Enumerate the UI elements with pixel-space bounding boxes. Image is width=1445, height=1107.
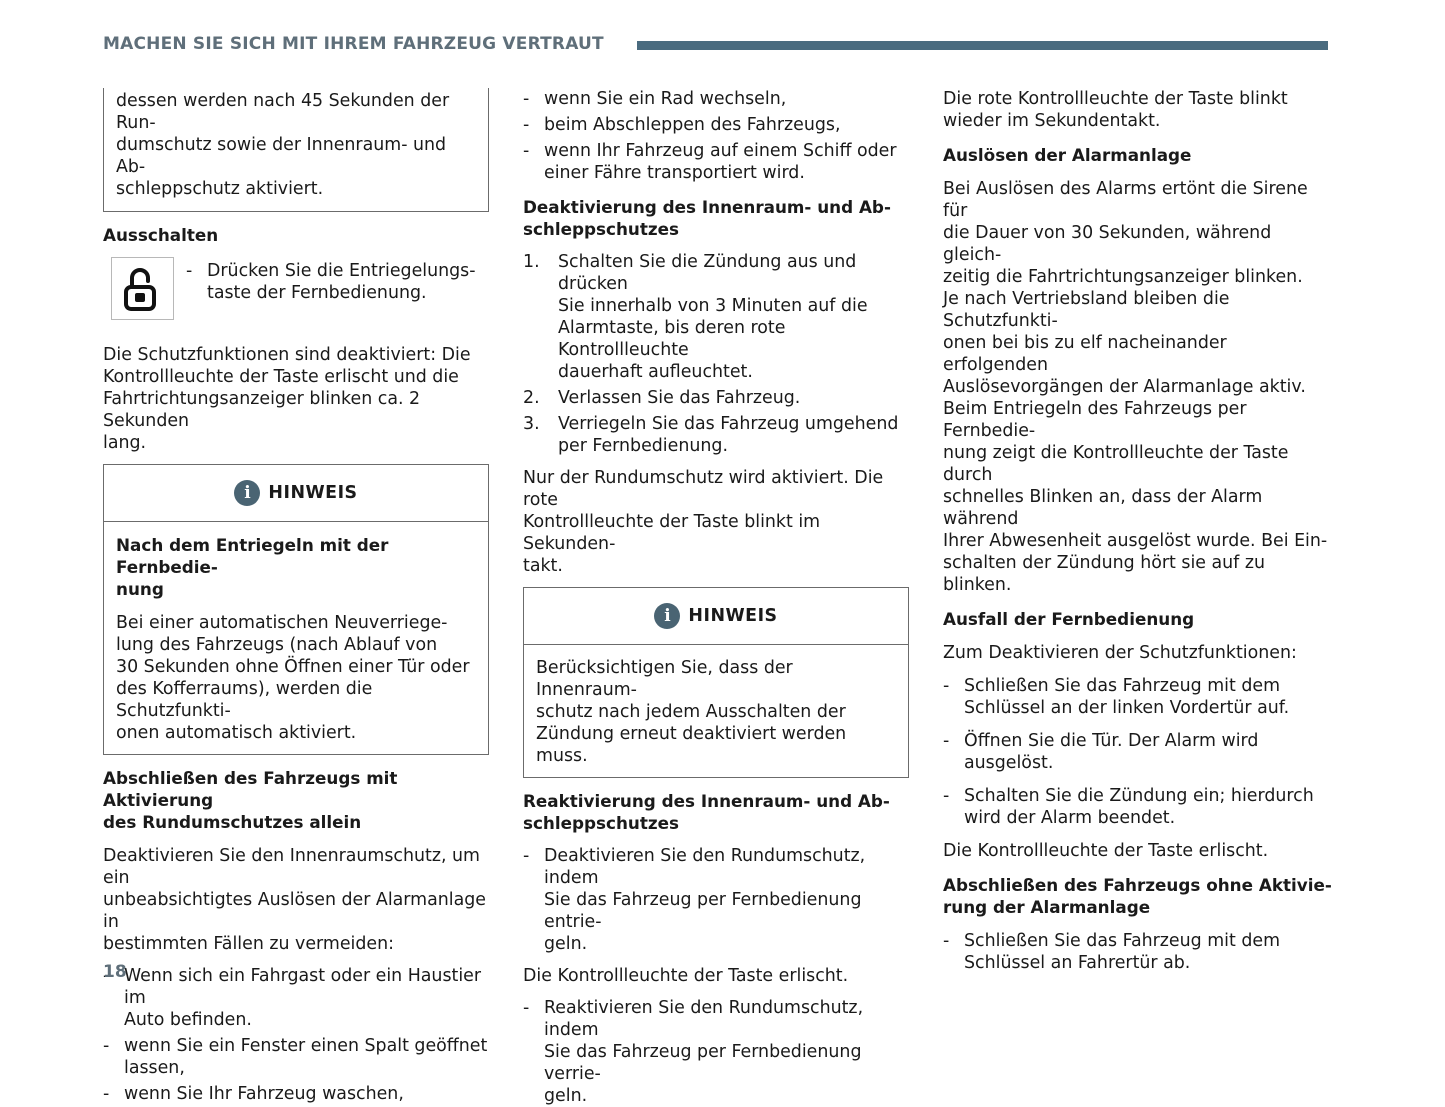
heading-alarm: Auslösen der Alarmanlage — [943, 145, 1192, 165]
list-item: - wenn Sie ein Fenster einen Spalt geöffnet lassen, — [103, 1035, 489, 1079]
heading-deaktivierung: Deaktivierung des Innenraum- und Ab- schleppschutzes — [523, 197, 891, 239]
list-item: - Deaktivieren Sie den Rundumschutz, indem Sie das Fahrzeug per Fernbedienung entrie- geln. — [523, 845, 909, 955]
hinweis-body — [524, 645, 908, 777]
hinweis-box-1 — [103, 464, 489, 755]
heading-no-alarm: Abschließen des Fahrzeugs ohne Aktivie- rung der Alarmanlage — [943, 875, 1332, 917]
lamp-off-text: Die Kontrollleuchte der Taste erlischt. — [523, 966, 849, 986]
column-1 — [103, 88, 489, 1105]
numbered-step: 1. Schalten Sie die Zündung aus und drücken Sie innerhalb von 3 Minuten auf die Alarmtaste, bis deren rote Kontrollleuchte dauerhaft aufleuchtet. — [523, 252, 868, 382]
heading-reaktivierung: Reaktivierung des Innenraum- und Ab- schleppschutzes — [523, 791, 890, 833]
red-lamp-paragraph: Die rote Kontrollleuchte der Taste blinkt wieder im Sekundentakt. — [943, 89, 1288, 131]
list-item: - beim Abschleppen des Fahrzeugs, — [523, 114, 909, 136]
list-item: - Schließen Sie das Fahrzeug mit dem Schlüssel an der linken Vordertür auf. — [943, 675, 1333, 719]
header-bar — [637, 41, 1328, 50]
list-item: - Schließen Sie das Fahrzeug mit dem Schlüssel an Fahrertür ab. — [943, 930, 1333, 974]
heading-rundumschutz: Abschließen des Fahrzeugs mit Aktivierung des Rundumschutzes allein — [103, 768, 398, 832]
hinweis-box-2 — [523, 587, 909, 778]
info-icon: i — [234, 480, 260, 506]
list-item: - wenn Sie ein Rad wechseln, — [523, 88, 909, 110]
heading-remote-fail: Ausfall der Fernbedienung — [943, 609, 1195, 629]
lamp-off-text: Die Kontrollleuchte der Taste erlischt. — [943, 841, 1269, 861]
list-item: - Wenn sich ein Fahrgast oder ein Haustier im Auto befinden. — [103, 965, 489, 1031]
hinweis-text: Berücksichtigen Sie, dass der Innenraum- schutz nach jedem Ausschalten der Zündung erneut deaktiviert werden muss. — [536, 658, 847, 766]
page-number: 18 — [103, 962, 127, 982]
alarm-paragraph: Bei Auslösen des Alarms ertönt die Sirene für die Dauer von 30 Sekunden, während gleich- zeitig die Fahrtrichtungsanzeiger blinken. Je nach Vertriebsland bleiben die Schutzfunkti- onen bei bis zu elf nacheinander erfolgenden Auslösevorgängen der Alarmanlage aktiv. Beim Entriegeln des Fahrzeugs per Fernbedie- nung zeigt die Kontrollleuchte der Taste durch schnelles Blinken an, dass der Alarm während Ihrer Abwesenheit ausgelöst wurde. Bei Ein- schalten der Zündung hört sie auf zu blinken. — [943, 179, 1328, 595]
hinweis-header — [524, 588, 908, 645]
rundumschutz-intro: Deaktivieren Sie den Innenraumschutz, um ein unbeabsichtigtes Auslösen der Alarmanlage in bestimmten Fällen zu vermeiden: — [103, 846, 487, 954]
hinweis-body — [104, 522, 488, 754]
deactivate-intro: Zum Deaktivieren der Schutzfunktionen: — [943, 643, 1297, 663]
unlock-step: - Drücken Sie die Entriegelungs- taste der Fernbedienung. — [186, 260, 476, 304]
continued-box-text: dessen werden nach 45 Sekunden der Run- dumschutz sowie der Innenraum- und Ab- schleppschutz aktiviert. — [116, 91, 450, 199]
column-2 — [523, 88, 909, 1107]
hinweis-text: Bei einer automatischen Neuverriege- lung des Fahrzeugs (nach Ablauf von 30 Sekunden ohne Öffnen einer Tür oder des Kofferraums), werden die Schutzfunkti- onen automatisch aktiviert. — [116, 613, 470, 743]
unlock-padlock-icon — [111, 257, 174, 320]
list-item: - wenn Ihr Fahrzeug auf einem Schiff oder einer Fähre transportiert wird. — [523, 140, 909, 184]
hinweis-label: HINWEIS — [268, 483, 358, 503]
deactivated-paragraph: Die Schutzfunktionen sind deaktiviert: Die Kontrollleuchte der Taste erlischt und die Fahrtrichtungsanzeiger blinken ca. 2 Sekunden lang. — [103, 345, 471, 453]
list-item: - Reaktivieren Sie den Rundumschutz, indem Sie das Fahrzeug per Fernbedienung verrie- geln. — [523, 997, 909, 1107]
section-header-title: MACHEN SIE SICH MIT IHREM FAHRZEUG VERTRAUT — [103, 34, 604, 54]
numbered-step: 2. Verlassen Sie das Fahrzeug. — [523, 388, 801, 408]
hinweis-header — [104, 465, 488, 522]
hinweis-title: Nach dem Entriegeln mit der Fernbedie- nung — [116, 535, 389, 599]
list-item: - Schalten Sie die Zündung ein; hierdurch wird der Alarm beendet. — [943, 785, 1333, 829]
list-item: - wenn Sie Ihr Fahrzeug waschen, — [103, 1083, 489, 1105]
list-item: - Öffnen Sie die Tür. Der Alarm wird ausgelöst. — [943, 730, 1333, 774]
continued-box — [103, 88, 489, 212]
info-icon: i — [654, 603, 680, 629]
heading-ausschalten: Ausschalten — [103, 225, 219, 245]
numbered-step: 3. Verriegeln Sie das Fahrzeug umgehend per Fernbedienung. — [523, 414, 899, 456]
only-rundumschutz-paragraph: Nur der Rundumschutz wird aktiviert. Die rote Kontrollleuchte der Taste blinkt im Sekunden- takt. — [523, 468, 884, 576]
hinweis-label: HINWEIS — [688, 606, 778, 626]
column-3 — [943, 88, 1333, 974]
unlock-step-row — [103, 257, 489, 320]
